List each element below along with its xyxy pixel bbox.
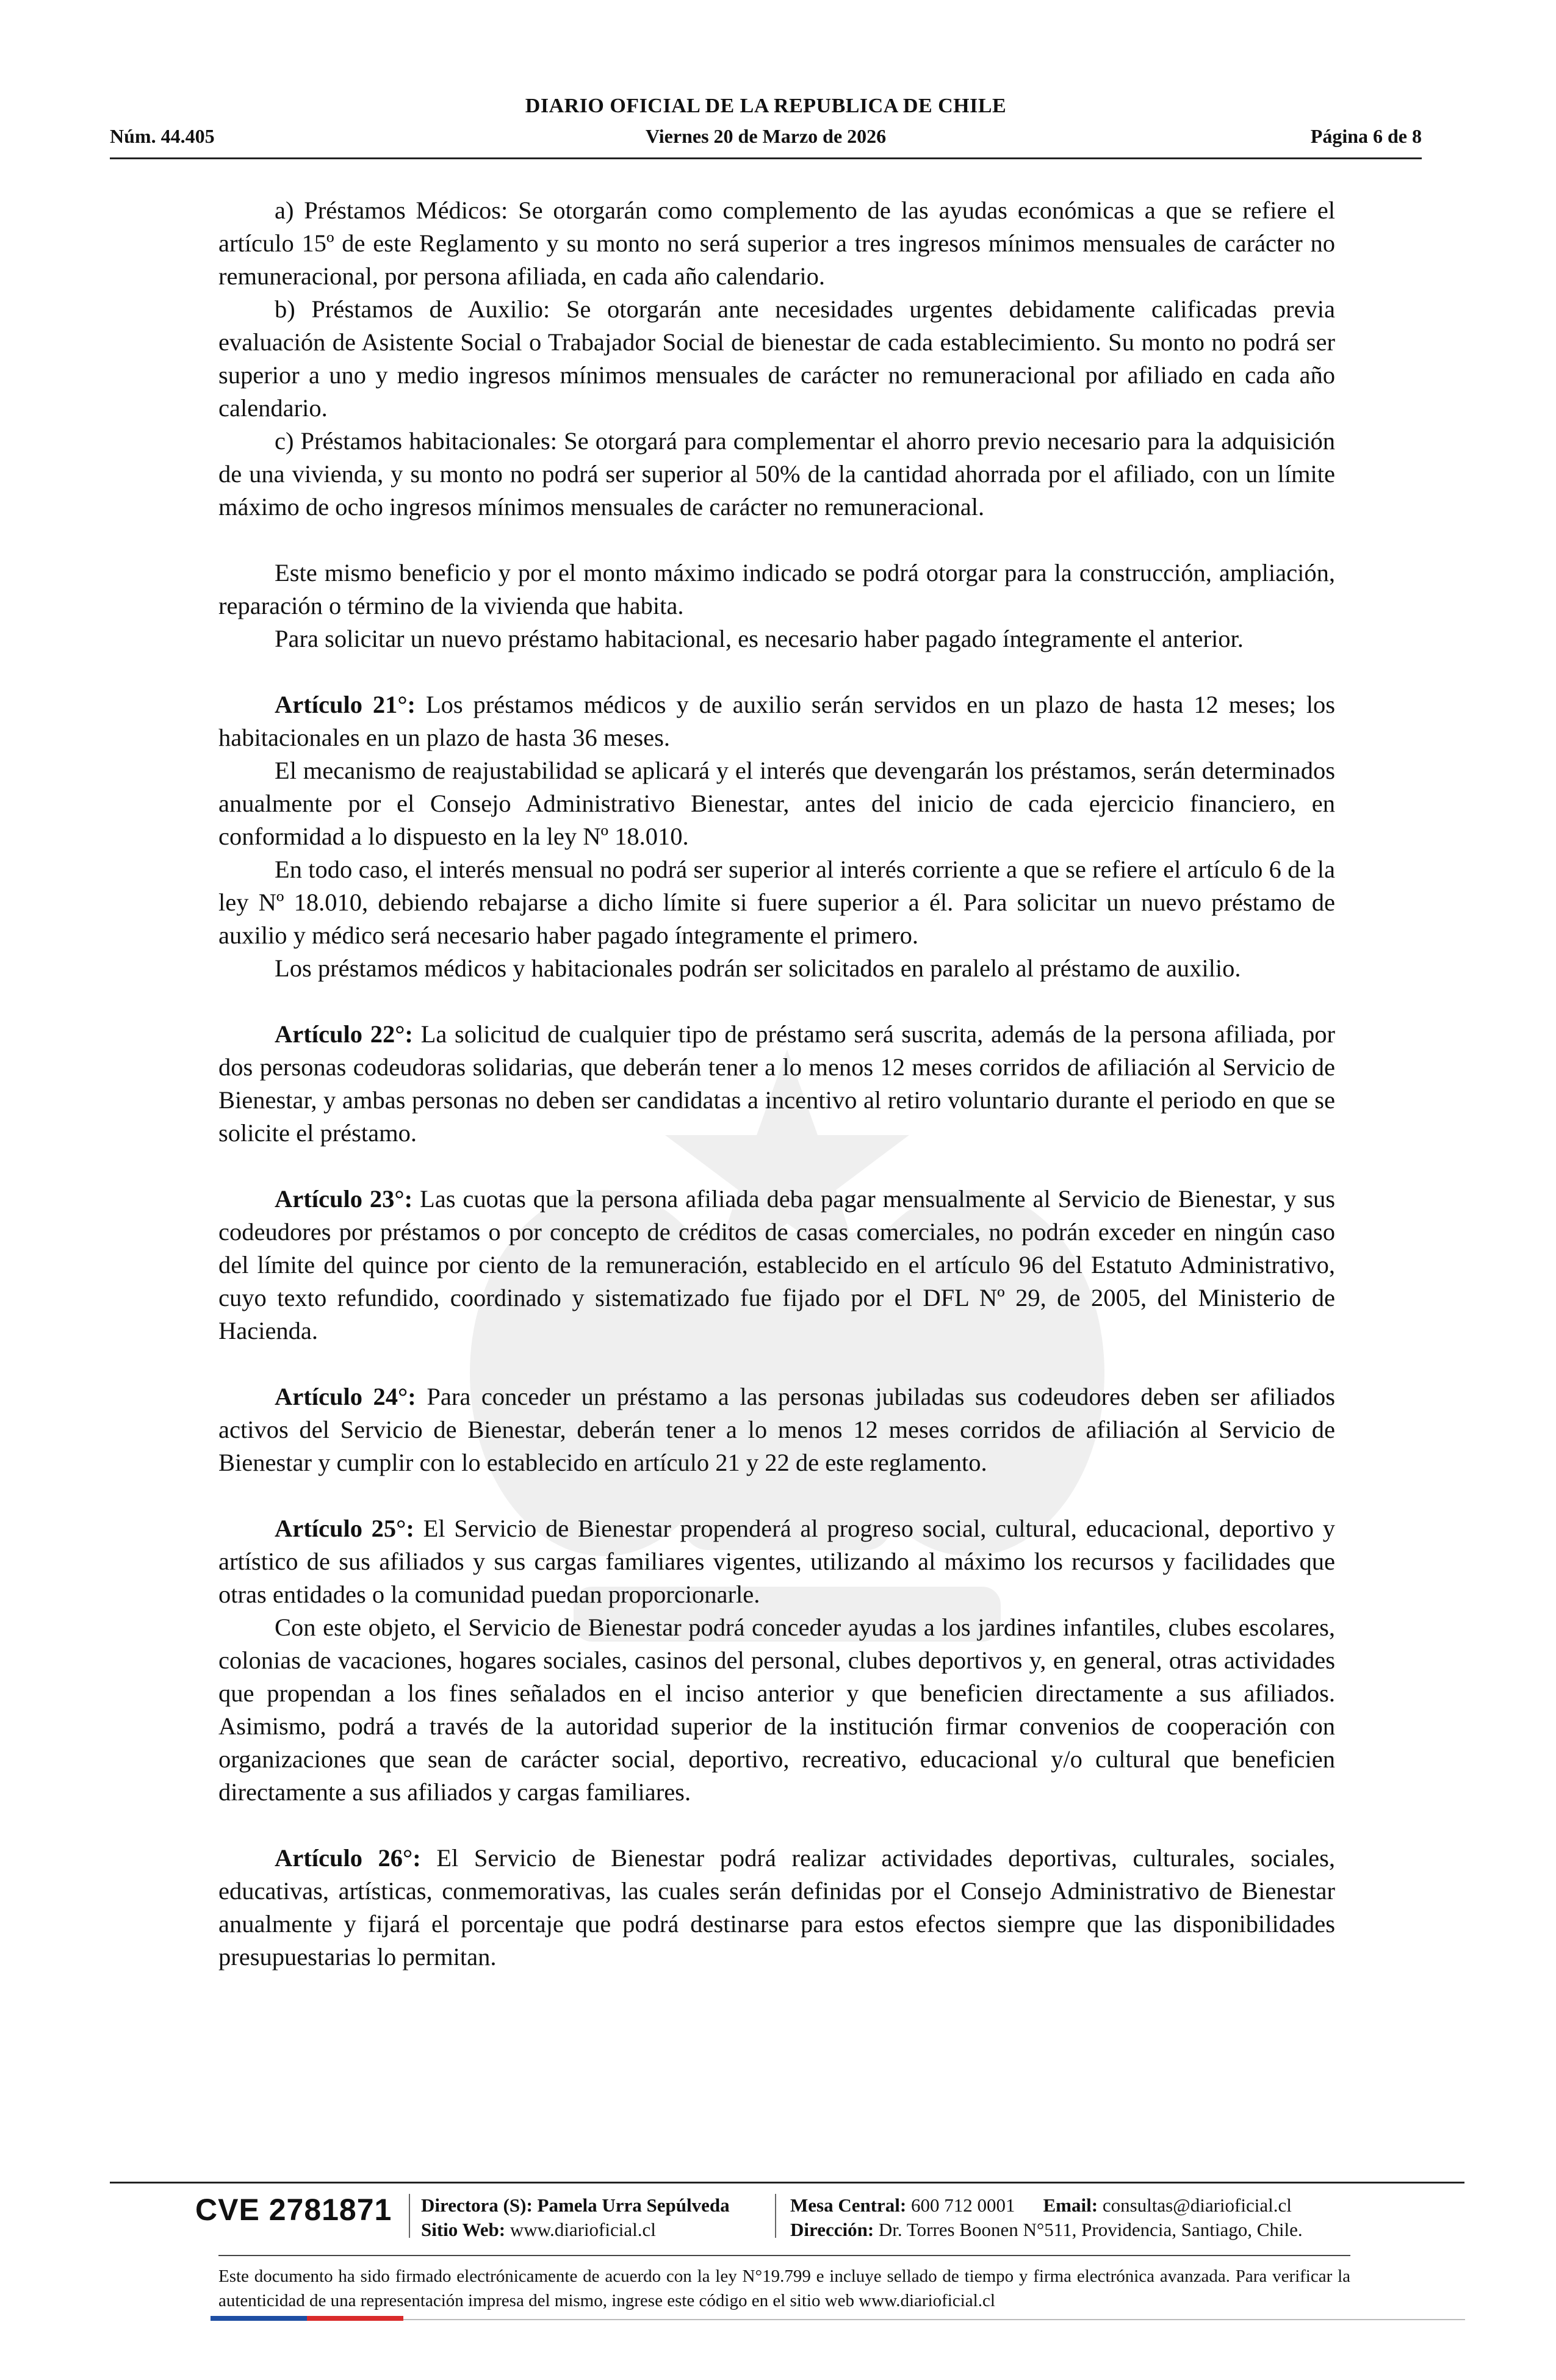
article-25-paragraph-2: Con este objeto, el Servicio de Bienestar podrá conceder ayudas a los jardines infantiles, clubes escolares, colonias de vacaciones, hogares sociales, casinos del personal, clubes deportivos y, en general, otras actividades que propendan a los fines señalados en el inciso anterior y que beneficien directamente a sus afiliados. Asimismo, podrá a través de la autoridad superior de la institución firmar convenios de cooperación con organizaciones que sean de carácter social, deportivo, recreativo, educacional y/o cultural que beneficien directamente a sus afiliados y cargas familiares. <box>218 1614 1335 1806</box>
article-24 <box>218 1380 1335 1479</box>
flag-stripe-blue <box>211 2316 307 2321</box>
article-23-label: Artículo 23°: <box>275 1185 413 1213</box>
article-24-text: Para conceder un préstamo a las personas jubiladas sus codeudores deben ser afiliados activos del Servicio de Bienestar, deberán tener a lo menos 12 meses corridos de afiliación al Servicio de Bienestar y cumplir con lo establecido en artículo 21 y 22 de este reglamento. <box>218 1383 1335 1476</box>
email-link[interactable]: consultas@diarioficial.cl <box>1098 2194 1292 2216</box>
article-22 <box>218 1018 1335 1150</box>
paragraph-nuevo-prestamo: Para solicitar un nuevo préstamo habitacional, es necesario haber pagado íntegramente el anterior. <box>275 625 1244 652</box>
article-25-text: El Servicio de Bienestar propenderá al progreso social, cultural, educacional, deportivo y artístico de sus afiliados y sus cargas familiares vigentes, utilizando al máximo los recursos y facilidades que otras entidades o la comunidad puedan proporcionarle. <box>218 1515 1335 1608</box>
mesa-central-value: 600 712 0001 <box>906 2194 1015 2216</box>
direccion-label: Dirección: <box>790 2219 874 2240</box>
email-label: Email: <box>1043 2194 1098 2216</box>
footer-direccion <box>790 2218 1303 2242</box>
sitio-web-label: Sitio Web: <box>421 2219 506 2240</box>
issue-number: Núm. 44.405 <box>110 125 215 147</box>
footer-divider-mid <box>218 2255 1350 2256</box>
sitio-web-link[interactable]: www.diarioficial.cl <box>505 2219 656 2240</box>
paragraph-beneficio-construccion: Este mismo beneficio y por el monto máximo indicado se podrá otorgar para la construcción, ampliación, reparación o término de la vivienda que habita. <box>218 559 1335 619</box>
article-23-text: Las cuotas que la persona afiliada deba pagar mensualmente al Servicio de Bienestar, y sus codeudores por préstamos o por concepto de créditos de casas comerciales, no podrán exceder en ningún caso del límite del quince por ciento de la remuneración, establecido en el artículo 96 del Estatuto Administrativo, cuyo texto refundido, coordinado y sistematizado fue fijado por el DFL Nº 29, de 2005, del Ministerio de Hacienda. <box>218 1185 1335 1344</box>
article-21-paragraph-2: El mecanismo de reajustabilidad se aplicará y el interés que devengarán los préstamos, serán determinados anualmente por el Consejo Administrativo Bienestar, antes del inicio de cada ejercicio financiero, en conformidad a lo dispuesto en la ley Nº 18.010. <box>218 757 1335 850</box>
footer-contact-left <box>421 2193 730 2242</box>
article-26 <box>218 1842 1335 1974</box>
article-22-label: Artículo 22°: <box>275 1020 413 1048</box>
footer-divider-top <box>110 2182 1464 2183</box>
paragraph-prestamos-habitacionales: c) Préstamos habitacionales: Se otorgará para complementar el ahorro previo necesario para la adquisición de una vivienda, y su monto no podrá ser superior al 50% de la cantidad ahorrada por el afiliado, con un límite máximo de ocho ingresos mínimos mensuales de carácter no remuneracional. <box>218 427 1335 521</box>
newspaper-title: DIARIO OFICIAL DE LA REPUBLICA DE CHILE <box>525 95 1007 117</box>
footer-sitio-web <box>421 2218 730 2242</box>
footer-contact-right <box>790 2193 1303 2242</box>
footer-mesa-email <box>790 2193 1303 2218</box>
header-divider <box>110 157 1422 159</box>
article-21-paragraph-4: Los préstamos médicos y habitacionales podrán ser solicitados en paralelo al préstamo de auxilio. <box>275 954 1241 982</box>
article-24-label: Artículo 24°: <box>275 1383 416 1410</box>
article-26-label: Artículo 26°: <box>275 1844 421 1872</box>
directora-value: Pamela Urra Sepúlveda <box>532 2194 730 2216</box>
article-21-text: Los préstamos médicos y de auxilio serán servidos en un plazo de hasta 12 meses; los habitacionales en un plazo de hasta 36 meses. <box>218 691 1335 751</box>
cve-code: CVE 2781871 <box>195 2193 392 2227</box>
article-25-label: Artículo 25°: <box>275 1515 414 1542</box>
page-header <box>110 95 1422 156</box>
article-22-text: La solicitud de cualquier tipo de préstamo será suscrita, además de la persona afiliada, por dos personas codeudoras solidarias, que deberán tener a lo menos 12 meses corridos de afiliación al Servicio de Bienestar, y ambas personas no deben ser candidatas a incentivo al retiro voluntario durante el periodo en que se solicite el préstamo. <box>218 1020 1335 1147</box>
flag-stripe-line <box>403 2319 1465 2320</box>
legal-notice: Este documento ha sido firmado electrónicamente de acuerdo con la ley N°19.799 e incluye sellado de tiempo y firma electrónica avanzada. Para verificar la autenticidad de una representación impresa del mismo, ingrese este código en el sitio web www.diarioficial.cl <box>218 2266 1350 2310</box>
paragraph-prestamos-auxilio: b) Préstamos de Auxilio: Se otorgarán ante necesidades urgentes debidamente calificadas previa evaluación de Asistente Social o Trabajador Social de bienestar de cada establecimiento. Su monto no podrá ser superior a uno y medio ingresos mínimos mensuales de carácter no remuneracional por afiliado en cada año calendario. <box>218 295 1335 422</box>
page-number: Página 6 de 8 <box>1310 125 1422 147</box>
issue-date: Viernes 20 de Marzo de 2026 <box>645 125 887 147</box>
article-21 <box>218 688 1335 754</box>
mesa-central-label: Mesa Central: <box>790 2194 907 2216</box>
article-21-label: Artículo 21°: <box>275 691 416 718</box>
paragraph-prestamos-medicos: a) Préstamos Médicos: Se otorgarán como complemento de las ayudas económicas a que se refiere el artículo 15º de este Reglamento y su monto no será superior a tres ingresos mínimos mensuales de carácter no remuneracional, por persona afiliada, en cada año calendario. <box>218 197 1335 290</box>
article-21-paragraph-3: En todo caso, el interés mensual no podrá ser superior al interés corriente a que se refiere el artículo 6 de la ley Nº 18.010, debiendo rebajarse a dicho límite si fuere superior a él. Para solicitar un nuevo préstamo de auxilio y médico será necesario haber pagado íntegramente el primero. <box>218 856 1335 949</box>
directora-label: Directora (S): <box>421 2194 533 2216</box>
document-body <box>218 194 1335 1974</box>
article-23 <box>218 1183 1335 1347</box>
footer-separator-2 <box>775 2194 776 2238</box>
direccion-value: Dr. Torres Boonen N°511, Providencia, Santiago, Chile. <box>874 2219 1303 2240</box>
article-26-text: El Servicio de Bienestar podrá realizar actividades deportivas, culturales, sociales, educativas, artísticas, conmemorativas, las cuales serán definidas por el Consejo Administrativo de Bienestar anualmente y fijará el porcentaje que podrá destinarse para estos efectos siempre que las disponibilidades presupuestarias lo permitan. <box>218 1844 1335 1971</box>
footer-directora <box>421 2193 730 2218</box>
footer-separator-1 <box>409 2194 410 2238</box>
article-25 <box>218 1512 1335 1611</box>
flag-stripe-red <box>307 2316 403 2321</box>
